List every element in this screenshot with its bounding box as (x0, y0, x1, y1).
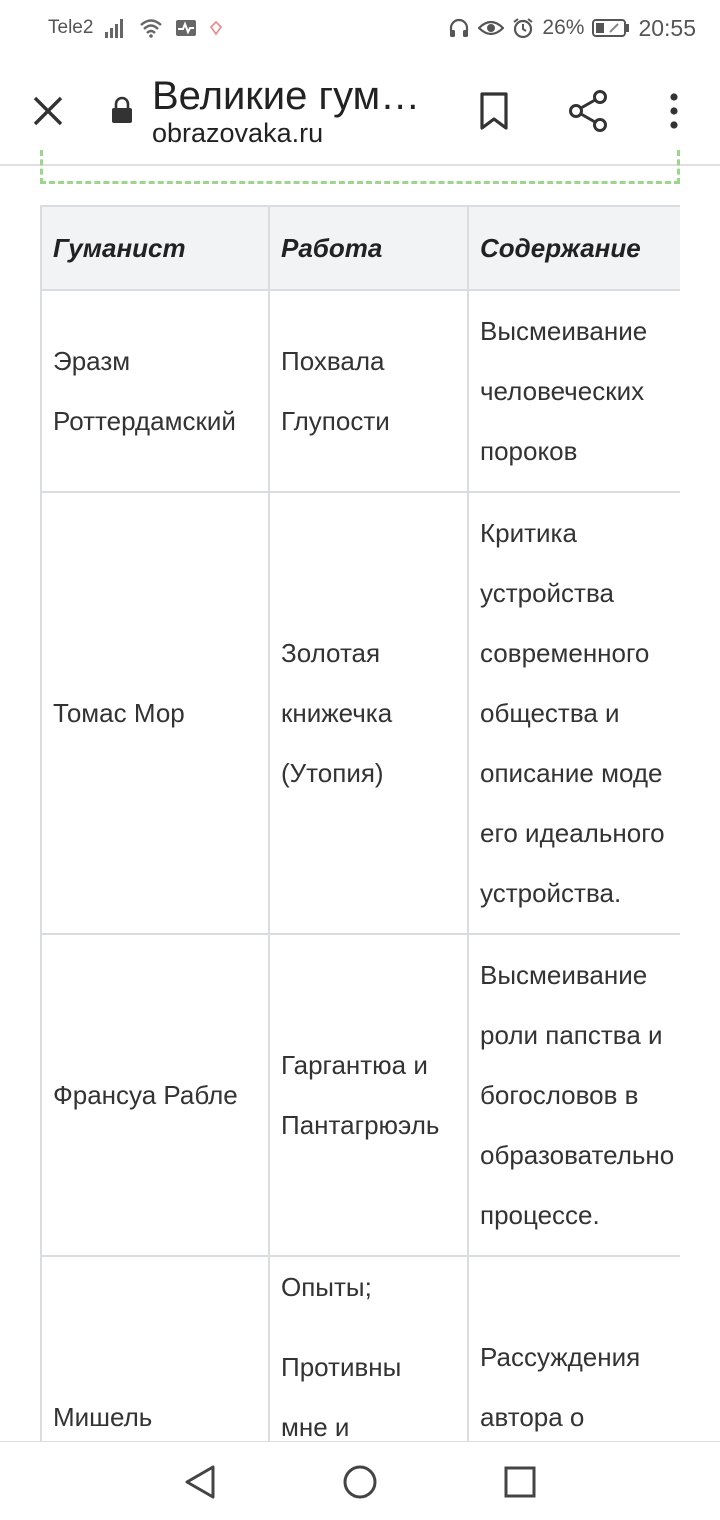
cell-content: Высмеивание человеческих пороков (468, 290, 680, 492)
cell-humanist: Эразм Роттердамский (41, 290, 269, 492)
status-bar (0, 0, 720, 56)
page-title: Великие гум… (152, 74, 421, 118)
battery-icon (592, 18, 630, 38)
header-work: Работа (269, 206, 468, 290)
share-icon[interactable] (560, 81, 616, 141)
table-header-row (41, 206, 680, 290)
cell-humanist: Франсуа Рабле (41, 934, 269, 1256)
cell-work: Похвала Глупости (269, 290, 468, 492)
humanists-table (40, 205, 680, 1441)
carrier-label: Tele2 (48, 17, 94, 38)
cell-humanist: Мишель (41, 1256, 269, 1441)
back-icon[interactable] (174, 1456, 226, 1508)
recents-icon[interactable] (494, 1456, 546, 1508)
table-row (41, 934, 680, 1256)
cell-work: Опыты; Противны мне и (269, 1256, 468, 1441)
cell-content: Рассуждения автора о (468, 1256, 680, 1441)
cell-work: Золотая книжечка (Утопия) (269, 492, 468, 934)
table-row (41, 492, 680, 934)
notification-icon (209, 20, 223, 36)
lock-icon (110, 96, 138, 126)
alarm-icon (512, 17, 534, 39)
cell-content: Критика устройства современного общества и описание моде его идеального устройства. (468, 492, 680, 934)
bookmark-icon[interactable] (466, 81, 522, 141)
activity-icon (175, 18, 197, 38)
battery-percent: 26% (542, 16, 585, 39)
cell-humanist: Томас Мор (41, 492, 269, 934)
cell-work: Гаргантюа и Пантагрюэль (269, 934, 468, 1256)
table-row (41, 290, 680, 492)
eye-icon (478, 18, 504, 38)
wifi-icon (139, 18, 163, 38)
ad-placeholder (40, 150, 680, 184)
signal-icon (105, 18, 127, 38)
close-icon[interactable] (18, 81, 78, 141)
header-humanist: Гуманист (41, 206, 269, 290)
clock: 20:55 (638, 14, 696, 41)
headphones-icon (448, 17, 470, 39)
header-content: Содержание (468, 206, 680, 290)
system-nav-bar (0, 1441, 720, 1520)
home-icon[interactable] (334, 1456, 386, 1508)
humanists-table-container[interactable] (40, 205, 680, 1441)
table-row (41, 1256, 680, 1441)
more-icon[interactable] (650, 81, 698, 141)
cell-content: Высмеивание роли папства и богословов в образовательно процессе. (468, 934, 680, 1256)
page-url[interactable]: obrazovaka.ru (152, 118, 324, 148)
